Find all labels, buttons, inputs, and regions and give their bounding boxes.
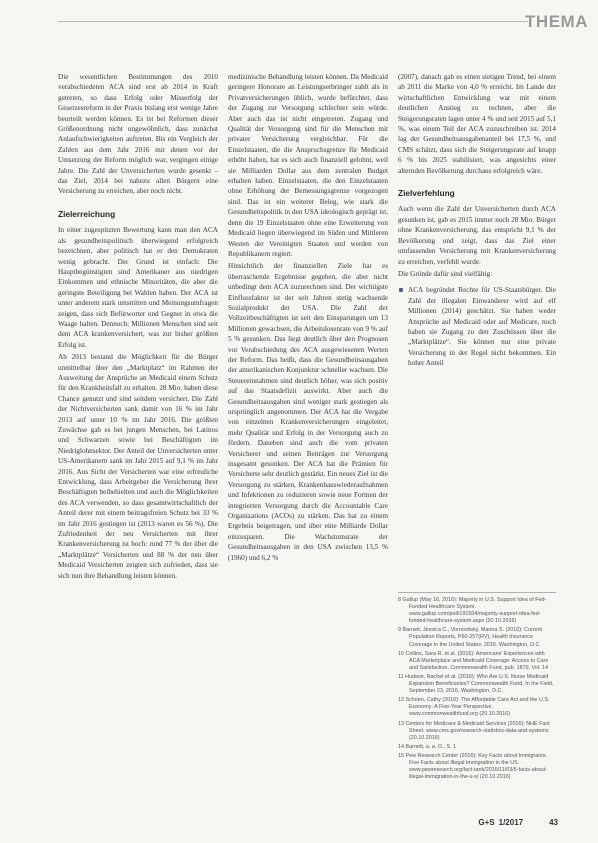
header-rule bbox=[58, 21, 528, 22]
paragraph: medizinische Behandlung leisten können. Da Medicaid geringere Honorare an Leistungserbringer zahlt als in Privatversicherungen üblich, wurde befürchtet, dass der Zugang zur Versorgung schlechter sein würde. Aber auch das ist nicht eingetreten. Zugang und Qualität der Versorgung sind für die Menschen mit privater Versicherung vergleichbar. Für die Einzelstaaten, die die Anspruchsgrenze für Medicaid erhöht haben, hat es sich auch finanziell gelohnt, weil sie Milliarden Dollar aus dem zentralen Budget erhalten haben. Einzelstaaten, die den Einzelstaaten ohne Erhöhung der Bemessungsgrenze vorgezogen sind. Das ist ein weiterer Beleg, wie stark die Gesundheitspolitik in den USA ideologisch geprägt ist, denn die 19 Einzelstaaten ohne eine Erweiterung von Medicaid liegen überwiegend im Süden und Mittleren Westen der Vereinigten Staaten und werden von Republikanern regiert. bbox=[228, 73, 388, 258]
footnote: 15 Pew Research Center (2016): Key Facts about Immigrants. Five Facts about Illegal Immigration in the US. www.pewresearch.org/fact-tank/2016/11/03/5-facts-about-illegal-immigration-in-the-u-s/ (20.10.2016) bbox=[398, 752, 548, 781]
paragraph: In einer zugespitzten Bewertung kann man den ACA als gesundheitspolitisch überwiegend erfolgreich bezeichnen, aber politisch hat er den Demokraten wenig gebracht. Der Grund ist einfach: Die Hauptbegünstigten sind Amerikaner aus niedrigen Einkommen und ethnische Minoritäten, die aber die geringste Beteiligung bei Wahlen haben. Der ACA ist unter anderem stark umstritten und Meinungsumfragen zeigen, dass sich Befürworter und Gegner in etwa die Waage halten. Dennoch: Millionen Menschen sind seit dem ACA krankenversichert, was zur bisher größten Erfolg ist. bbox=[58, 226, 218, 349]
column-3 bbox=[398, 72, 556, 369]
page-number: 43 bbox=[549, 818, 558, 827]
footnote: 10 Collins, Sara R. et al. (2016): Americans' Experiences with ACA Marketplace and Medicaid Coverage: Access to Care and Satisfaction. Commonwealth Fund, pub. 1879, Vol. 14 bbox=[398, 650, 549, 671]
journal-name: G+S bbox=[478, 818, 495, 827]
paragraph: (2007), danach gab es einen stetigen Trend, bei einem ab 2011 die Marke von 4,0 % erreicht. Im Lande der wirtschaftlichen Entwicklung war mit einem deutlichen Anstieg zu rechnen, aber die Steigerungsraten lagen unter 4 % und seit 2015 auf 5,1 %, was einem Teil der ACA zuzuschreiben ist. 2014 lag der Gesundheitsausgabenanteil bei 17,5 %, und CMS schätzt, dass sich die Steigerungsrate auf knapp 6 % bis 2025 stabilisiert, was angesichts einer alternden Bevölkerung durchaus erfolgreich wäre. bbox=[398, 73, 556, 175]
section-heading: Zielerreichung bbox=[58, 208, 116, 219]
footnote: 9 Barnett, Jessica C., Vornovitsky, Marina S. (2016): Current Population Reports, P60-257(RV), Health Insurance Coverage in the United States: 2015. Washington, D.C. bbox=[398, 627, 543, 648]
paragraph: Hinsichtlich der finanziellen Ziele hat es überraschende Ergebnisse gegeben, die aber nicht unbedingt dem ACA zuzurechnen sind. Der wichtigste Einflussfaktor ist der seit Jahren stetig wachsende Sozialprodukt der USA. Die Zahl der Vollzeitbeschäftigten ist seit den Einsparungen um 13 Millionen gewachsen, die Arbeitslosenrate von 9 % auf 5 % gesunken. Das liegt deutlich über den Prognosen vor Verabschiedung des ACA ausgewiesenen Werten der Reform. Das heißt, dass die Gesundheitsausgaben der amerikanischen Konjunktur schneller wachsen. Die Steuereinnahmen sind deutlich höher, was sich positiv auf das Staatsdefizit auswirkt. Aber auch die Gesundheitsausgaben sind weniger stark gestiegen als ursprünglich angenommen. Der ACA hat die Vergabe von einzelnen Krankenversicherungen eingeleitet, mehr Qualität und Erfolg in der Versorgung auch zu fördern. Daneben sind auch die vom privaten Versicherer und seinen Beiträgen zur Versorgung insgesamt gesunken. Der ACA hat die Prämien für Versicherte sehr deutlich gestärkt. Ein neues Ziel ist die Versorgung zu stärken, Krankenhauswiederaufnahmen und Infektionen zu reduzieren sowie neue Formen der integrierten Versorgung durch die Accountable Care Organizations (ACOs) zu stärken. Das hat zu einem Ergebnis beigetragen, und über eine Milliarde Dollar einzusparen. Die Wachstumsrate der Gesundheitsausgaben in den USA zwischen 13,5 % (1960) und 6,2 % bbox=[228, 262, 388, 562]
footnote: 12 Schoen, Cathy (2016): The Affordable Care Act and the U.S. Economy: A Five-Year Perspective. www.commonwealthfund.org (20.10.2016) bbox=[398, 697, 550, 718]
paragraph: Die wesentlichen Bestimmungen des 2010 verabschiedeten ACA sind erst ab 2014 in Kraft getreten, so dass Erfolg oder Misserfolg der Gesetzesreform in der Praxis bislang erst wenige Jahre beurteilt werden können. Es ist bei Reformen dieser Größenordnung nicht ungewöhnlich, dass zunächst Anlaufschwierigkeiten auftreten. Bis ein Vergleich der Zahlen aus dem Jahr 2016 mit denen vor der Umsetzung der Reform möglich war, vergingen einige Jahre. Die Zahl der Unversicherten wurde gesenkt – das Ziel, 2014 bei nahezu allen Bürgern eine Versicherung zu erreichen, aber noch nicht. bbox=[58, 73, 218, 196]
paragraph: Auch wenn die Zahl der Unversicherten durch ACA gesunken ist, gab es 2015 immer noch 28 Mio. Bürger ohne Krankenversicherung, das entspricht 9,1 % der Bevölkerung und zeigt, dass das Ziel einer umfassenden Versicherung mit Krankenversicherung zu erreichen, verfehlt wurde. bbox=[398, 205, 556, 266]
footnote: 14 Barnett, a. a. O., S. 1 bbox=[398, 743, 457, 750]
footnote: 11 Hudson, Rachel et al. (2016): Who Are U.S. Nurse Medicaid Expansion Beneficiaries? Commonwealth Fund, In the Field, September 23, 2016, Washington, D.C. bbox=[398, 673, 554, 695]
page-footer bbox=[478, 818, 558, 827]
footnote: 8 Gallup (May 16, 2016): Majority in U.S. Support Idea of Fed-Funded Healthcare System. www.gallup.com/poll/191504/majority-support-idea-fed-funded-healthcare-system.aspx (20.10.2016) bbox=[398, 597, 547, 625]
footnote: 13 Centers for Medicare & Medicaid Services (2016): NHE Fact Sheet. www.cms.gov/research-statistics-data-and-systems (20.10.2016) bbox=[398, 720, 550, 741]
issue: 1/2017 bbox=[498, 818, 524, 827]
column-1 bbox=[58, 72, 218, 583]
paragraph: Ab 2013 bestand die Möglichkeit für die Bürger unmittelbar über den „Marktplatz“ im Rahmen der Ausweitung der Ansprüche an Medicaid einem Schutz für den Krankheitsfall zu erhalten. 28 Mio. haben diese Chance genutzt und sind seitdem versichert. Die Zahl der Nichtversicherten sank damit von 16 % im Jahr 2013 auf unter 10 % im Jahr 2016. Die größten Zuwächse gab es bei jungen Menschen, bei Latinos und Schwarzen sowie bei Beschäftigten im Niedriglohnsektor. Der Anteil der Unversicherten unter US-Amerikanern sank im Jahr 2015 auf 9,1 % im Jahr 2016. Aus Sicht der Versicherten war eine erfreuliche Entwicklung, dass Arbeitgeber die Versicherung ihrer Beschäftigten beibehielten und auch die Möglichkeiten des ACA verwenden, so dass gesamtwirtschaftlich der Anteil derer mit einem beitragsfreien Schutz bei 33 % im Jahr 2016 gestiegen ist (2013 waren es 56 %). Die Zufriedenheit der neu Versicherten mit ihrer Krankenversicherung ist hoch: rund 77 % der über die „Marktplätze“ Versicherten und 88 % der neu über Medicaid Versicherten zeigten sich zufrieden, dass sie sich nun ihre Behandlung leisten können. bbox=[58, 353, 218, 580]
bullet-list bbox=[398, 285, 556, 368]
column-2 bbox=[228, 72, 388, 565]
section-heading: Zielverfehlung bbox=[398, 188, 455, 199]
paragraph: Die Gründe dafür sind vielfältig: bbox=[398, 269, 493, 278]
footnotes bbox=[398, 592, 556, 783]
section-tag: THEMA bbox=[525, 12, 588, 31]
bullet-item: ACA begründet Rechte für US-Staatsbürger. Die Zahl der illegalen Einwanderer wird auf elf Millionen (2014) geschätzt. Sie haben weder Ansprüche auf Medicaid oder auf Medicare, noch haben sie Zugang zu den Zuschüssen über die „Marktplätze“. Sie können nur eine private Versicherung in der Regel nicht bekommen. Ein hoher Anteil bbox=[398, 285, 556, 368]
